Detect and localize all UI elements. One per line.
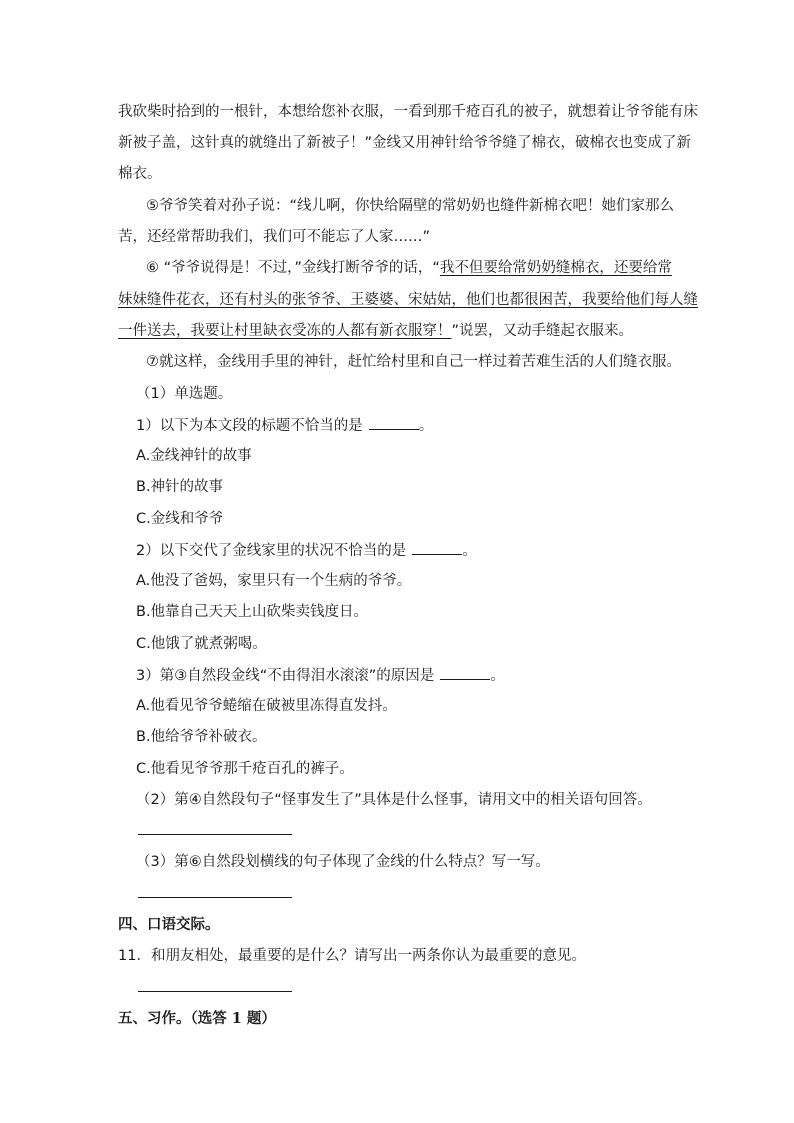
answer-blank-1-3[interactable] — [440, 665, 490, 680]
question-1-3-end: 。 — [490, 668, 505, 684]
question-1-1 — [136, 415, 706, 436]
option-1-2-c: C.他饿了就煮粥喝。 — [136, 636, 267, 652]
option-1-1-c: C.金线和爷爷 — [136, 511, 224, 527]
answer-line-q2[interactable] — [138, 834, 292, 835]
question-1-3 — [136, 665, 706, 686]
answer-blank-1-1[interactable] — [369, 415, 419, 430]
question-1-title: （1）单选题。 — [136, 386, 233, 402]
passage-p4-line1: 我砍柴时拾到的一根针，本想给您补衣服，一看到那千疮百孔的被子，就想着让爷爷能有床 — [118, 104, 698, 120]
option-1-2-a: A.他没了爸妈，家里只有一个生病的爷爷。 — [136, 573, 412, 589]
passage-p6-line2 — [118, 290, 698, 310]
question-1-2-end: 。 — [462, 543, 477, 559]
question-1-3-text: 3）第③自然段金线“不由得泪水滚滚”的原因是 — [136, 668, 435, 684]
question-11: 11．和朋友相处，最重要的是什么？请写出一两条你认为最重要的意见。 — [118, 948, 586, 964]
passage-p6-line3-text: ”说罢，又动手缝起衣服来。 — [451, 323, 634, 339]
passage-p5-line2: 苦，还经常帮助我们，我们可不能忘了人家……” — [118, 229, 431, 245]
answer-blank-1-2[interactable] — [412, 540, 462, 555]
section-5-title: 五、习作。（选答 1 题） — [118, 1010, 276, 1027]
passage-p6-line1-text: ⑥ “爷爷说得是！不过，”金线打断爷爷的话，“ — [146, 260, 440, 276]
passage-p7-line1: ⑦就这样，金线用手里的神针，赶忙给村里和自己一样过着苦难生活的人们缝衣服。 — [146, 354, 681, 370]
question-2: （2）第④自然段句子“怪事发生了”具体是什么怪事，请用文中的相关语句回答。 — [136, 792, 652, 808]
section-4-title: 四、口语交际。 — [118, 916, 220, 933]
question-1-2 — [136, 540, 706, 561]
answer-line-q3[interactable] — [138, 897, 292, 898]
passage-p4-line3: 棉衣。 — [118, 166, 162, 182]
option-1-1-a: A.金线神针的故事 — [136, 448, 252, 464]
passage-p6-line1 — [146, 258, 716, 278]
passage-p6-line3 — [118, 321, 688, 341]
passage-p5-line1: ⑤爷爷笑着对孙子说：“线儿啊，你快给隔壁的常奶奶也缝件新棉衣吧！她们家那么 — [146, 198, 675, 214]
passage-p4-line2: 新被子盖，这针真的就缝出了新被子！”金线又用神针给爷爷缝了棉衣，破棉衣也变成了新 — [118, 135, 692, 151]
question-1-1-end: 。 — [418, 418, 434, 434]
option-1-3-a: A.他看见爷爷蜷缩在破被里冻得直发抖。 — [136, 698, 397, 714]
question-1-2-text: 2）以下交代了金线家里的状况不恰当的是 — [136, 543, 407, 559]
underlined-sentence-part3: 一件送去，我要让村里缺衣受冻的人都有新衣服穿！ — [118, 323, 452, 339]
question-3: （3）第⑥自然段划横线的句子体现了金线的什么特点？写一写。 — [136, 854, 550, 870]
underlined-sentence-part2: 妹妹缝件花衣，还有村头的张爷爷、王婆婆、宋姑姑，他们也都很困苦，我要给他们每人缝 — [118, 292, 698, 308]
question-1-1-text: 1）以下为本文段的标题不恰当的是 — [136, 418, 363, 434]
answer-line-q11[interactable] — [138, 991, 292, 992]
underlined-sentence-part1: 我不但要给常奶奶缝棉衣，还要给常 — [439, 260, 672, 276]
option-1-1-b: B.神针的故事 — [136, 479, 224, 495]
option-1-3-c: C.他看见爷爷那千疮百孔的裤子。 — [136, 761, 354, 777]
option-1-2-b: B.他靠自己天天上山砍柴卖钱度日。 — [136, 604, 369, 620]
option-1-3-b: B.他给爷爷补破衣。 — [136, 729, 267, 745]
